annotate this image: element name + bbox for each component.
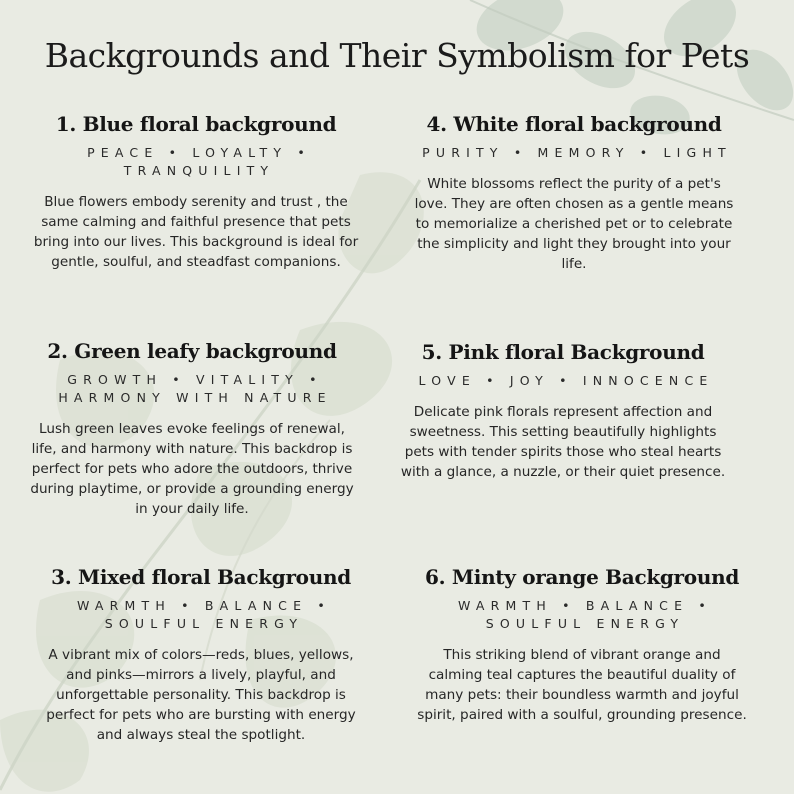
- card-keywords: LOVE • JOY • INNOCENCE: [418, 373, 714, 388]
- card-keywords: WARMTH • BALANCE • SOULFUL ENERGY: [458, 598, 712, 631]
- page-title: Backgrounds and Their Symbolism for Pets: [44, 36, 750, 75]
- card-mixed-floral: [36, 563, 366, 745]
- card-blue-floral: [31, 110, 361, 272]
- card-description: Lush green leaves evoke feelings of renewal, life, and harmony with nature. This backdrop is perfect for pets who adore the outdoors, thrive during playtime, or provide a grounding energy in your daily life.: [30, 421, 354, 517]
- card-title: 3. Mixed floral Background: [51, 565, 351, 589]
- card-title: 2. Green leafy background: [47, 339, 337, 363]
- card-keywords: WARMTH • BALANCE • SOULFUL ENERGY: [77, 598, 331, 631]
- card-description: This striking blend of vibrant orange and calming teal captures the beautiful duality of many pets: their boundless warmth and joyful spirit, paired with a soulful, grounding presence.: [417, 647, 747, 723]
- card-title: 1. Blue floral background: [55, 112, 337, 136]
- card-pink-floral: [398, 338, 728, 482]
- card-keywords: PEACE • LOYALTY • TRANQUILITY: [87, 145, 311, 178]
- card-title: 4. White floral background: [426, 112, 722, 136]
- card-minty-orange: [417, 563, 747, 725]
- card-description: White blossoms reflect the purity of a pet's love. They are often chosen as a gentle means to memorialize a cherished pet or to celebrate the simplicity and light they brought into your life.: [414, 176, 734, 272]
- card-description: A vibrant mix of colors—reds, blues, yellows, and pinks—mirrors a lively, playful, and unforgettable personality. This backdrop is perfect for pets who are bursting with energy and always steal the spotlight.: [46, 647, 356, 743]
- card-white-floral: [409, 110, 739, 274]
- card-description: Delicate pink florals represent affection and sweetness. This setting beautifully highlights pets with tender spirits those who steal hearts with a glance, a nuzzle, or their quiet presence.: [400, 404, 726, 480]
- card-title: 6. Minty orange Background: [424, 565, 740, 589]
- card-description: Blue flowers embody serenity and trust , the same calming and faithful presence that pets bring into our lives. This background is ideal for gentle, soulful, and steadfast companions.: [33, 194, 359, 270]
- card-title: 5. Pink floral Background: [421, 340, 705, 364]
- card-keywords: GROWTH • VITALITY • HARMONY WITH NATURE: [58, 372, 332, 405]
- card-green-leafy: [27, 337, 357, 519]
- card-keywords: PURITY • MEMORY • LIGHT: [422, 145, 732, 160]
